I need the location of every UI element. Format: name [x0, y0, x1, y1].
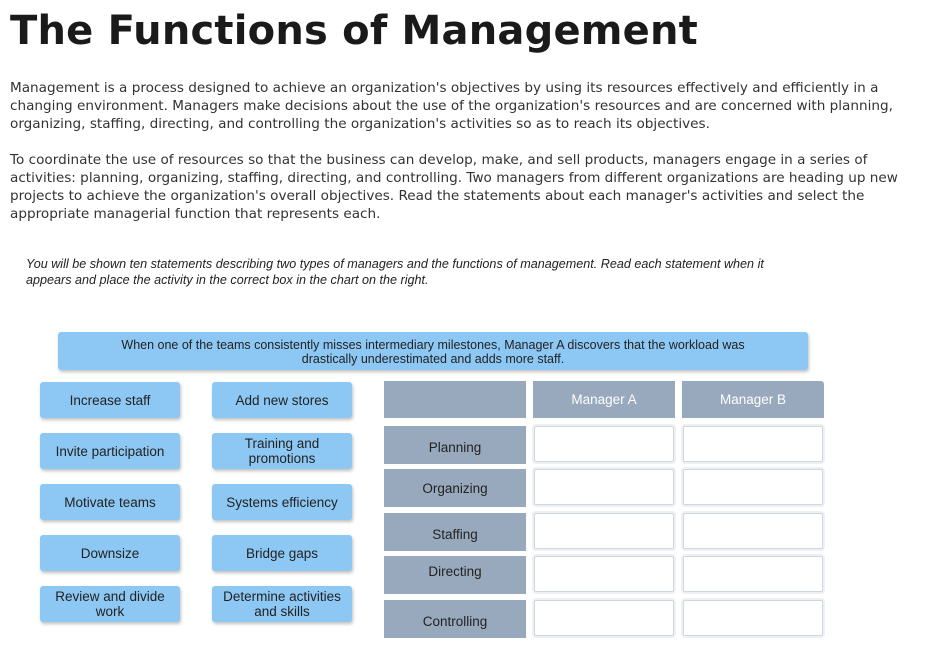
chip-invite-participation[interactable]: Invite participation: [40, 433, 180, 469]
row-label-planning: [384, 426, 526, 464]
drop-cell-planning-manager-a[interactable]: [534, 426, 674, 462]
chip-bridge-gaps[interactable]: Bridge gaps: [212, 535, 352, 571]
drop-cell-staffing-manager-b[interactable]: [683, 513, 823, 549]
chart-header-manager-b: Manager B: [682, 381, 824, 418]
intro-paragraph-2: To coordinate the use of resources so that the business can develop, make, and sell products, managers engage in a series of activities: planning, organizing, staffing, directing, and controlling. Two managers from different organizations are heading up new projects to achieve the organization's overall objectives. Read the statements about each manager's activities and select the appropriate managerial function that represents each.: [10, 152, 898, 222]
drop-cell-organizing-manager-a[interactable]: [534, 469, 674, 505]
chip-systems-efficiency[interactable]: Systems efficiency: [212, 484, 352, 520]
chip-motivate-teams[interactable]: Motivate teams: [40, 484, 180, 520]
chip-determine-activities-and-skills[interactable]: Determine activities and skills: [212, 586, 352, 622]
activity-instructions: You will be shown ten statements describing two types of managers and the functions of management. Read each statement when it appears and place the activity in the correct box in the chart on the right.: [26, 257, 764, 287]
chip-add-new-stores[interactable]: Add new stores: [212, 382, 352, 418]
drop-cell-planning-manager-b[interactable]: [683, 426, 823, 462]
chart-header-manager-a: Manager A: [533, 381, 675, 418]
drop-cell-staffing-manager-a[interactable]: [534, 513, 674, 549]
row-label-text: Planning: [428, 440, 482, 455]
drop-cell-organizing-manager-b[interactable]: [683, 469, 823, 505]
row-label-text: Staffing: [432, 527, 478, 542]
intro-paragraph-1: Management is a process designed to achieve an organization's objectives by using its resources effectively and efficiently in a changing environment. Managers make decisions about the use of the organization's resources and are concerned with planning, organizing, staffing, directing, and controlling the organization's activities so as to reach its objectives.: [10, 80, 893, 132]
drop-cell-controlling-manager-b[interactable]: [683, 600, 823, 636]
chip-training-and-promotions[interactable]: Training and promotions: [212, 433, 352, 469]
row-label-controlling: [384, 600, 526, 638]
page-title: The Functions of Management: [10, 8, 698, 54]
row-label-organizing: [384, 469, 526, 507]
row-label-text: Directing: [428, 564, 482, 579]
chart-header-blank: [384, 381, 526, 418]
row-label-directing: [384, 556, 526, 594]
row-label-text: Organizing: [422, 481, 488, 496]
chip-increase-staff[interactable]: Increase staff: [40, 382, 180, 418]
current-statement-card: When one of the teams consistently misses intermediary milestones, Manager A discovers that the workload was drastically underestimated and adds more staff.: [58, 332, 808, 370]
row-label-staffing: [384, 513, 526, 551]
chip-review-and-divide-work[interactable]: Review and divide work: [40, 586, 180, 622]
row-label-text: Controlling: [422, 614, 488, 629]
drop-cell-directing-manager-b[interactable]: [683, 556, 823, 592]
drop-cell-directing-manager-a[interactable]: [534, 556, 674, 592]
drop-cell-controlling-manager-a[interactable]: [534, 600, 674, 636]
chip-downsize[interactable]: Downsize: [40, 535, 180, 571]
